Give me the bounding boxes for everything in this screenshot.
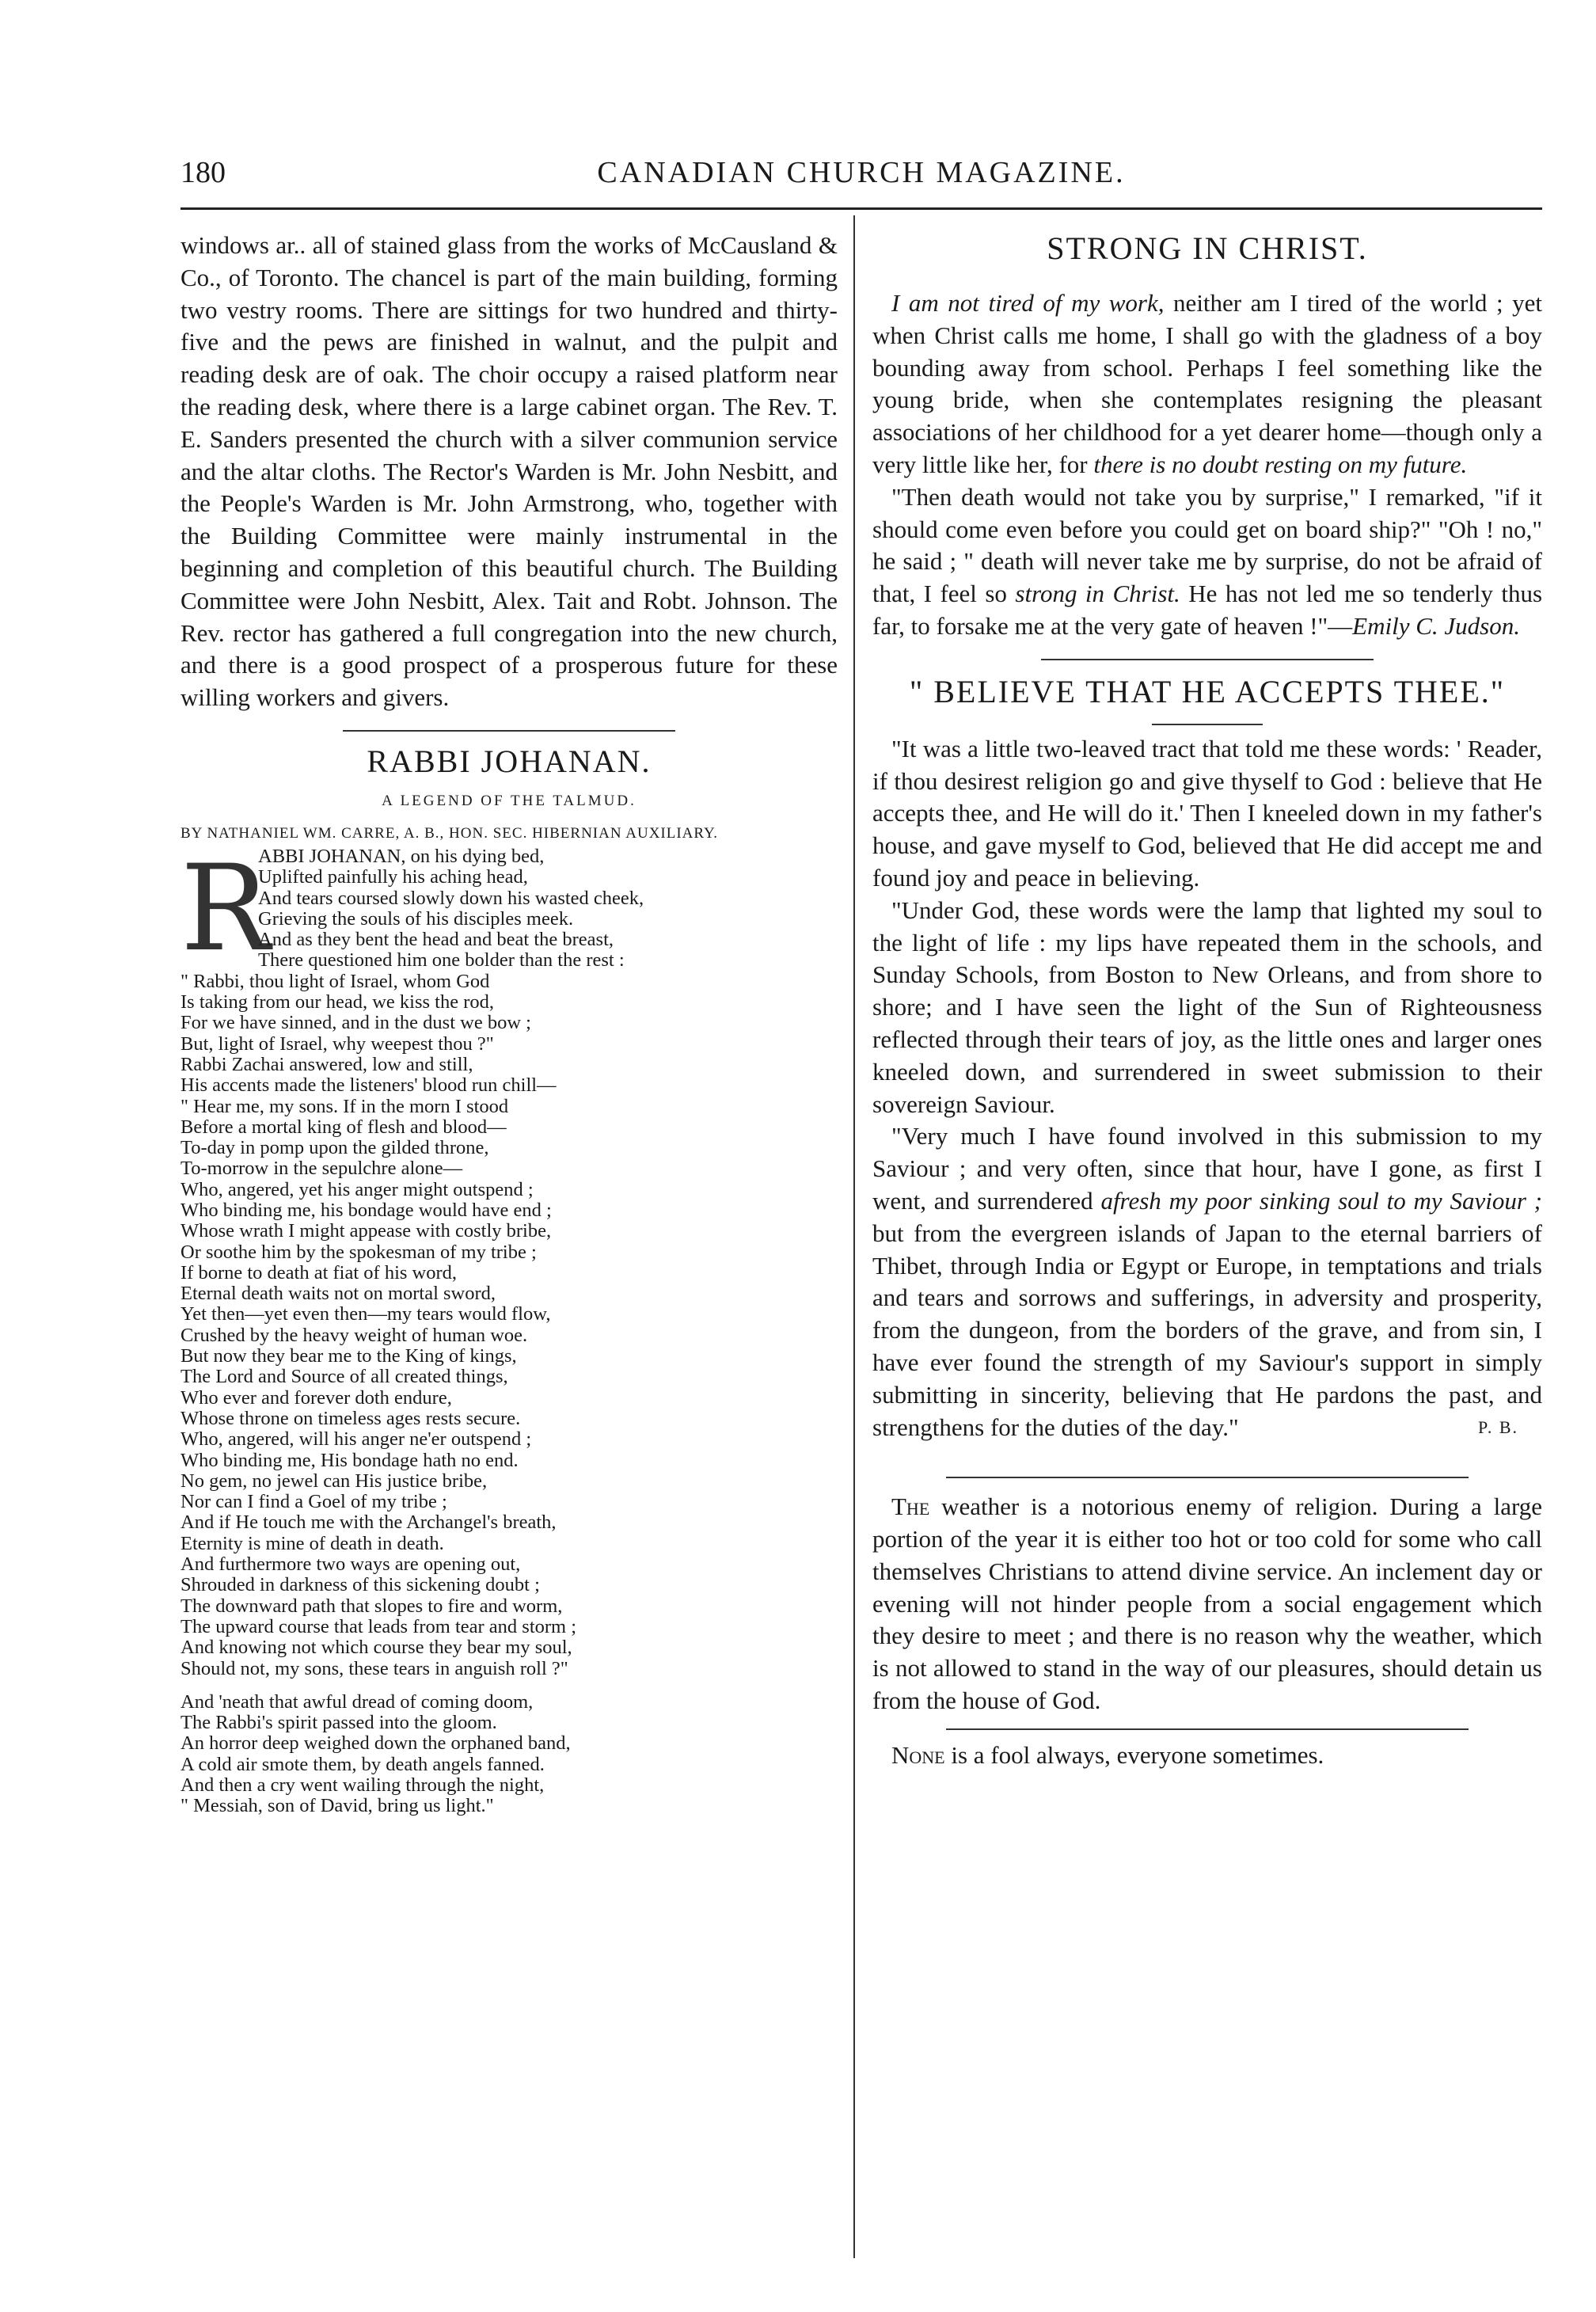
church-article-continued: windows ar.. all of stained glass from the works of McCausland & Co., of Toronto. The chancel is part of the main building, forming two vestry rooms. There are sittings for two hundred and thirty-five and the pews are finished in walnut, and the pulpit and reading desk are of oak. The choir occupy a raised platform near the reading desk, where there is a large cabinet organ. The Rev. T. E. Sanders presented the church with a silver communion service and the altar cloths. The Rector's Warden is Mr. John Nesbitt, and the People's Warden is Mr. John Armstrong, who, together with the Building Committee were mainly instrumental in the beginning and completion of this beautiful church. The Building Committee were John Nesbitt, Alex. Tait and Robt. Johnson. The Rev. rector has gathered a full congregation into the new church, and there is a good prospect of a prosperous future for these willing workers and givers. — [180, 231, 838, 712]
article-title-strong-in-christ: STRONG IN CHRIST. — [1047, 230, 1368, 266]
right-column — [872, 230, 1542, 1772]
poem-line: No gem, no jewel can His justice bribe, — [180, 1470, 488, 1492]
page-header — [180, 155, 1542, 203]
poem-line: Shrouded in darkness of this sickening doubt ; — [180, 1574, 540, 1596]
poem-line: Who ever and forever doth endure, — [180, 1386, 452, 1409]
poem-line: And knowing not which course they bear my soul, — [180, 1637, 572, 1659]
poem-line: Whose throne on timeless ages rests secure. — [180, 1407, 521, 1429]
poem-line: Who binding me, his bondage would have end ; — [180, 1200, 552, 1221]
believe-paragraph-3 — [872, 1120, 1542, 1443]
header-rule — [180, 207, 1542, 210]
poem-line: To-day in pomp upon the gilded throne, — [180, 1137, 489, 1159]
poem-line: And as they bent the head and beat the breast, — [258, 929, 614, 951]
poem-title: RABBI JOHANAN. — [367, 743, 652, 779]
poem-stanza-1 — [180, 972, 838, 1679]
poem-line: Before a mortal king of flesh and blood— — [180, 1116, 507, 1138]
body-text: is a fool always, everyone sometimes. — [944, 1740, 1324, 1769]
body-text: weather is a notorious enemy of religion. During a large portion of the year it is either too hot or too cold for some who call themselves Christians to attend divine service. An inclement day or evening will not hinder people from a social engagement which they desire to meet ; and there is no reason why the weather, which is not allowed to stand in the way of our pleasures, should detain us from the house of God. — [872, 1493, 1542, 1715]
poem-line: Or soothe him by the spokesman of my tribe ; — [180, 1241, 537, 1263]
poem-line: Is taking from our head, we kiss the rod, — [180, 991, 494, 1013]
poem-line: Eternal death waits not on mortal sword, — [180, 1283, 496, 1305]
lead-word: None — [891, 1740, 945, 1769]
poem-opening — [180, 839, 838, 978]
strong-in-christ-paragraph-1 — [872, 287, 1542, 481]
column-divider — [853, 215, 855, 2258]
poem-line: And tears coursed slowly down his wasted cheek, — [258, 887, 644, 909]
poem-line: For we have sinned, and in the dust we bow ; — [180, 1012, 531, 1034]
poem-line: An horror deep weighed down the orphaned band, — [180, 1732, 571, 1755]
signature: P. B. — [1478, 1416, 1518, 1437]
weather-paragraph — [872, 1491, 1542, 1717]
poem-line: Who, angered, will his anger ne'er outspend ; — [180, 1428, 532, 1451]
lead-word: The — [891, 1493, 930, 1521]
poem-line: If borne to death at fiat of his word, — [180, 1261, 458, 1283]
body-text: "Then death would not take you by surprise," I remarked, "if it should come even before you could get on board ship?" "Oh ! no," he said ; " death will never take me by surprise, do not be afraid of that, I feel so — [872, 482, 1542, 608]
poem-line: Should not, my sons, these tears in anguish roll ?" — [180, 1657, 568, 1679]
poem-line: Eternity is mine of death in death. — [180, 1532, 444, 1554]
poem-line: Crushed by the heavy weight of human woe. — [180, 1324, 528, 1346]
left-column — [180, 230, 838, 1817]
poem-line: Who binding me, His bondage hath no end. — [180, 1449, 519, 1471]
poem-line: And if He touch me with the Archangel's breath, — [180, 1512, 557, 1534]
poem-line: The Rabbi's spirit passed into the gloom. — [180, 1712, 497, 1734]
poem-line: ABBI JOHANAN, on his dying bed, — [258, 845, 545, 867]
poem-line: To-morrow in the sepulchre alone— — [180, 1158, 463, 1180]
body-text: "Very much I have found involved in this submission to my Saviour ; and very often, since that hour, have I gone, as first I went, and surrendered — [872, 1122, 1542, 1215]
poem-subtitle: A LEGEND OF THE TALMUD. — [382, 792, 636, 809]
poem-line: Uplifted painfully his aching head, — [258, 866, 528, 888]
italic-phrase: afresh my poor sinking soul to my Saviour ; — [1100, 1186, 1542, 1215]
poem-body — [180, 839, 838, 1817]
poem-line: There questioned him one bolder than the rest : — [258, 949, 625, 972]
poem-line: Whose wrath I might appease with costly bribe, — [180, 1220, 552, 1242]
italic-phrase: there is no doubt resting on my future. — [1093, 450, 1468, 478]
poem-stanza-2 — [180, 1692, 838, 1817]
attribution: Emily C. Judson. — [1352, 611, 1520, 640]
poem-line: Grieving the souls of his disciples meek. — [258, 907, 574, 930]
drop-cap: R — [180, 839, 270, 978]
poem-byline: BY NATHANIEL WM. CARRE, A. B., HON. SEC. HIBERNIAN AUXILIARY. — [180, 824, 719, 842]
poem-line: " Messiah, son of David, bring us light." — [180, 1795, 494, 1817]
believe-paragraph-2: "Under God, these words were the lamp that lighted my soul to the light of life : my lips have repeated them in the schools, and Sunday Schools, from Boston to New Orleans, and from shore to shore; and I have seen the light of the Sun of Righteousness reflected through their tears of joy, as the little ones and larger ones kneeled down, and surrendered in sweet submission to their sovereign Saviour. — [872, 896, 1542, 1118]
poem-line: The upward course that leads from tear and storm ; — [180, 1615, 577, 1637]
believe-paragraph-1: "It was a little two-leaved tract that told me these words: ' Reader, if thou desirest religion go and give thyself to God : believe that He accepts thee, and He will do it.' Then I kneeled down in my father's house, and gave myself to God, believed that He did accept me and found joy and peace in believing. — [872, 734, 1542, 892]
poem-line: And then a cry went wailing through the night, — [180, 1774, 545, 1797]
poem-line: But, light of Israel, why weepest thou ?" — [180, 1032, 494, 1055]
poem-line: " Hear me, my sons. If in the morn I stood — [180, 1095, 509, 1117]
strong-in-christ-paragraph-2 — [872, 481, 1542, 643]
italic-phrase: I am not tired of my work, — [891, 289, 1165, 317]
poem-line: Who, angered, yet his anger might outspend ; — [180, 1178, 534, 1200]
poem-line: Nor can I find a Goel of my tribe ; — [180, 1491, 447, 1513]
poem-line: His accents made the listeners' blood run chill— — [180, 1074, 557, 1097]
poem-line: Yet then—yet even then—my tears would flow, — [180, 1303, 551, 1325]
none-is-a-fool-paragraph — [872, 1740, 1542, 1772]
body-text: He has not led me so tenderly thus far, to forsake me at the very gate of heaven !"— — [872, 580, 1543, 640]
poem-line: And furthermore two ways are opening out, — [180, 1553, 521, 1576]
running-title: CANADIAN CHURCH MAGAZINE. — [597, 156, 1126, 189]
poem-line: And 'neath that awful dread of coming doom, — [180, 1690, 534, 1713]
poem-line: But now they bear me to the King of kings, — [180, 1345, 517, 1367]
poem-line: A cold air smote them, by death angels fanned. — [180, 1753, 545, 1775]
page-number: 180 — [180, 156, 226, 189]
body-text: but from the evergreen islands of Japan to the eternal barriers of Thibet, through India or Egypt or Europe, in temptations and trials and tears and sorrows and sufferings, in adversity and prosperity, from the dungeon, from the borders of the grave, and from sin, I have ever found the strength of my Saviour's support in simply submitting in sincerity, believing that He pardons the past, and strengthens for the duties of the day." — [872, 1219, 1542, 1441]
poem-line: " Rabbi, thou light of Israel, whom God — [180, 970, 490, 992]
poem-line: The Lord and Source of all created things, — [180, 1366, 508, 1388]
poem-line: Rabbi Zachai answered, low and still, — [180, 1053, 473, 1075]
italic-phrase: strong in Christ. — [1015, 580, 1180, 608]
article-title-believe: " BELIEVE THAT HE ACCEPTS THEE." — [909, 673, 1506, 709]
body-text: neither am I tired of the world ; yet when Christ calls me home, I shall go with the gladness of a boy bounding away from school. Perhaps I feel something like the young bride, when she contemplates resigning the pleasant associations of her childhood for a yet dearer home—though only a very little like her, for — [872, 289, 1543, 478]
poem-line: The downward path that slopes to fire and worm, — [180, 1595, 563, 1617]
